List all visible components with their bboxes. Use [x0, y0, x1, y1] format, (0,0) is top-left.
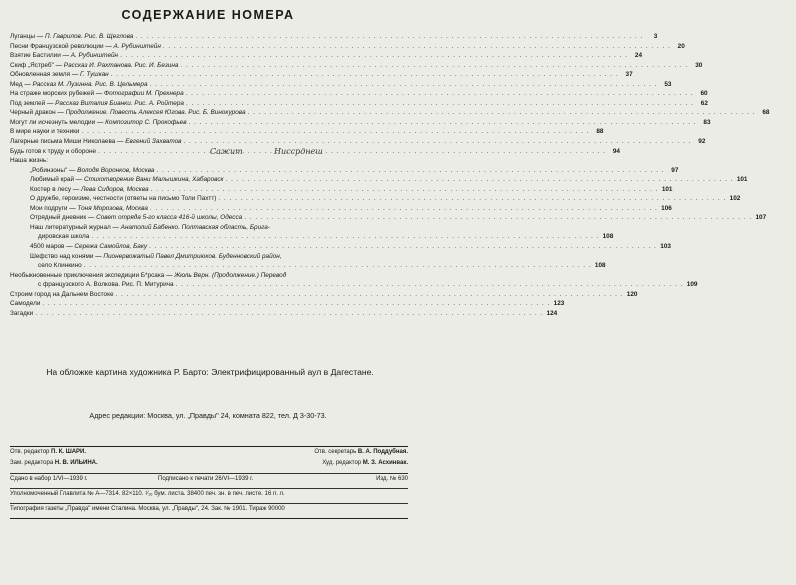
toc-entry	[10, 223, 410, 233]
toc-entry	[10, 89, 708, 99]
toc-page-number: 107	[755, 214, 767, 222]
toc-entry-text: Наша жизнь:	[10, 157, 49, 165]
credit-label: Зам. редактора	[10, 460, 54, 466]
credit-label: Отв. редактор	[10, 449, 50, 455]
toc-page-number: 68	[762, 109, 770, 117]
toc-entry	[10, 271, 410, 281]
dot-leader	[150, 204, 658, 214]
divider	[10, 518, 408, 519]
dot-leader	[150, 80, 658, 90]
toc-entry-text: Необыкновенные приключения экспедиции Б*рсака	[10, 271, 165, 279]
dot-leader	[248, 108, 756, 118]
toc-entry-title	[10, 147, 96, 157]
toc-entry-title	[10, 299, 40, 309]
toc-entry-text: О дружбе, героизме, честности (ответы на письмо Толи Пахтт)	[30, 195, 217, 203]
toc-entry-title	[30, 223, 270, 233]
toc-entry-author: — Рассказ М. Лузинна. Рис. В. Цельмера	[22, 80, 148, 88]
toc-entry	[10, 156, 410, 166]
toc-page-number: 120	[626, 290, 638, 298]
toc-page-number: 62	[700, 99, 708, 107]
toc-entry-text: Мои подруги	[30, 204, 68, 212]
credits-row-1	[10, 449, 408, 459]
toc-entry-title	[10, 99, 184, 109]
toc-entry-text: Обновленная земля	[10, 71, 71, 79]
toc-entry	[10, 80, 672, 90]
imprint-submitted: Сдано в набор 1/VI—1939 г.	[10, 476, 88, 482]
toc-entry	[10, 299, 565, 309]
credit-name: М. З. Асхинвак.	[362, 460, 408, 466]
toc-page-number: 97	[671, 166, 679, 174]
toc-entry-author: — Стихотворение Вани Малышкина, Хабаровск	[74, 176, 224, 184]
toc-entry-title	[30, 194, 216, 204]
toc-entry-title	[10, 61, 178, 71]
toc-entry-author: — Пионервожатый Павел Дмитриюков. Буденновский район,	[93, 252, 282, 260]
toc-page-number: 124	[546, 309, 558, 317]
toc-entry	[10, 232, 614, 242]
toc-entry-title	[30, 242, 147, 252]
dot-leader	[189, 118, 697, 128]
toc-entry-title	[10, 89, 184, 99]
imprint-order: Изд. № 630	[376, 476, 408, 482]
toc-entry	[10, 32, 658, 42]
toc-page-number: 60	[700, 90, 708, 98]
toc-entry-title	[10, 309, 33, 319]
toc-page-number: 83	[703, 118, 711, 126]
toc-entry	[10, 204, 672, 214]
toc-entry-text: На страже морских рубежей	[10, 90, 95, 98]
credit-label: Отв. секретарь	[314, 449, 357, 455]
toc-entry	[10, 280, 698, 290]
toc-entry-title	[30, 252, 282, 262]
toc-entry-text: Лагерные письма Миши Николаева	[10, 138, 116, 146]
toc-entry	[10, 175, 748, 185]
credit-name: П. К. ШАРИ.	[51, 449, 87, 455]
toc-entry-text: Взятие Бастилии	[10, 52, 61, 60]
toc-entry-text: В мире науки и техники	[10, 128, 80, 136]
toc-entry-text: Наш литературный журнал	[30, 223, 111, 231]
toc-entry-text: 4500 маров	[30, 243, 65, 251]
dot-leader	[244, 213, 752, 223]
dot-leader	[116, 290, 624, 300]
toc-entry-title	[10, 127, 80, 137]
toc-entry-text: Песни Французской революции	[10, 42, 104, 50]
toc-entry-title	[30, 166, 154, 176]
toc-entry-text: Любимый край	[30, 176, 75, 184]
toc-entry	[10, 242, 671, 252]
toc-page-number: 92	[698, 138, 706, 146]
toc-entry	[10, 118, 711, 128]
toc-page-number: 109	[686, 281, 698, 289]
dot-leader	[84, 261, 592, 271]
dot-leader	[91, 232, 599, 242]
toc-entry-author: — Г. Тушкан	[70, 71, 109, 79]
toc-entry-title	[30, 185, 149, 195]
toc-entry-text: Луганцы	[10, 33, 35, 40]
toc-entry-text: село Клинкино	[38, 262, 82, 270]
toc-page-number: 123	[553, 300, 565, 308]
divider	[10, 473, 408, 474]
toc-entry-author: — Лева Сидоров, Москва	[71, 185, 149, 193]
handwritten-note: Ниссрднеш	[274, 147, 323, 156]
divider	[10, 488, 408, 489]
toc-entry-title	[10, 156, 48, 166]
toc-page-number: 106	[661, 204, 672, 212]
toc-entry	[10, 194, 741, 204]
divider	[10, 503, 408, 504]
toc-entry-title	[10, 80, 148, 90]
dot-leader	[226, 175, 734, 185]
toc-entry-title	[30, 175, 224, 185]
dot-leader	[111, 70, 619, 80]
toc-entry-title	[10, 118, 187, 128]
toc-entry	[10, 185, 673, 195]
toc-page-number: 108	[602, 233, 614, 241]
toc-page-number: 103	[660, 243, 671, 251]
dot-leader	[82, 127, 590, 137]
dot-leader	[186, 99, 694, 109]
toc-page-number: 101	[736, 176, 748, 184]
imprint-row-3: Типография газеты „Правда" имени Сталина. Москва, ул. „Правды", 24. Зак. № 1901. Тираж 90000	[10, 506, 285, 512]
dot-leader	[180, 61, 688, 71]
toc-entry-text: „Робинзоны"	[30, 166, 68, 174]
toc-entry-author: — Анатолий Бабенко. Полтавская область, Брига-	[110, 223, 270, 231]
toc-entry-title	[10, 42, 161, 52]
toc-entry	[10, 166, 679, 176]
toc-page-number: 101	[661, 185, 673, 193]
imprint-signed: Подписано к печати 26/VI—1939 г.	[158, 476, 254, 482]
toc-page-number: 108	[594, 262, 606, 270]
dot-leader	[42, 299, 550, 309]
handwritten-note-2: Сажит	[210, 147, 243, 156]
toc-entry-author: — Сережа Самойлов, Баку	[64, 243, 148, 251]
toc-entry	[10, 213, 767, 223]
divider	[10, 446, 408, 447]
toc-entry-title	[10, 108, 246, 118]
toc-entry-author: — Евгений Захватов	[115, 138, 182, 146]
credit-label: Худ. редактор	[322, 460, 362, 466]
toc-page-number: 24	[634, 52, 642, 60]
credit-name: Н. В. ИЛЬИНА.	[54, 460, 98, 466]
dot-leader	[98, 147, 606, 157]
toc-entry-text: Загадки	[10, 309, 34, 317]
dot-leader	[149, 242, 657, 252]
toc-page-number: 30	[695, 61, 703, 69]
toc-entry-text: Самодели	[10, 300, 41, 308]
dot-leader	[156, 166, 664, 176]
toc-entry-title	[10, 51, 118, 61]
toc-entry-title	[10, 290, 114, 300]
toc-entry-text: Мед	[10, 80, 23, 88]
toc-entry	[10, 261, 606, 271]
toc-entry-author: — П. Гаврилов. Рис. В. Щеглова	[35, 33, 134, 40]
credit-name: В. А. Поддубная.	[357, 449, 408, 455]
toc-entry	[10, 137, 706, 147]
toc-page-number: 3	[653, 33, 658, 40]
toc-entry-title	[10, 137, 181, 147]
toc-page-number: 20	[677, 42, 685, 50]
toc-entry-text: Могут ли исчезнуть мелодии	[10, 118, 96, 126]
toc-entry-author: — Продолжение. Повесть Алексея Югова. Рис. Б. Винокурова	[55, 109, 246, 117]
toc-entry	[10, 61, 703, 71]
toc-entry-text: Строим город на Дальнем Востоке	[10, 290, 114, 298]
dot-leader	[218, 194, 726, 204]
toc-page-number: 37	[625, 71, 633, 79]
toc-entry-author: — Композитор С. Прокофьев	[95, 118, 187, 126]
toc-entry	[10, 290, 638, 300]
toc-entry-title	[38, 232, 89, 242]
toc-entry	[10, 309, 558, 319]
toc-entry-title	[10, 271, 286, 281]
table-of-contents	[10, 32, 770, 318]
dot-leader	[176, 280, 684, 290]
toc-entry-title	[38, 280, 174, 290]
editorial-address: Адрес редакции: Москва, ул. „Правды" 24, комната 822, тел. Д 3-30-73.	[89, 411, 327, 420]
toc-entry-title	[30, 204, 148, 214]
dot-leader	[135, 32, 643, 42]
toc-entry	[10, 252, 410, 262]
dot-leader	[120, 51, 628, 61]
toc-entry	[10, 70, 633, 80]
cover-note: На обложке картина художника Р. Барто: Электрифицированный аул в Дагестане.	[46, 367, 374, 377]
toc-entry-text: Шефство над конями	[30, 252, 94, 260]
dot-leader	[183, 137, 691, 147]
toc-entry-text: Костер в лесу	[30, 185, 72, 193]
toc-page-number: 53	[664, 80, 672, 88]
toc-page-number: 88	[596, 128, 604, 136]
toc-entry-title	[38, 261, 82, 271]
toc-entry-text: Будь готов к труду и обороне	[10, 147, 97, 155]
dot-leader	[186, 89, 694, 99]
toc-entry	[10, 127, 604, 137]
toc-entry-author: — Фотографии М. Прехнера	[94, 90, 184, 98]
credits-row-2	[10, 460, 408, 470]
toc-page-number: 94	[612, 147, 620, 155]
toc-entry-text: дировская школа	[38, 233, 90, 241]
toc-entry	[10, 42, 685, 52]
toc-entry-text: Отрядный дневник	[30, 214, 87, 222]
dot-leader	[151, 185, 659, 195]
imprint-row-2: Уполномоченный Главлита № А—7314. 82×110. ¹⁄₁₆ бум. листа. 38400 печ. зн. в печ. листе. 16 п. л.	[10, 491, 285, 497]
toc-entry	[10, 99, 708, 109]
toc-entry-author: — Совет отряда 5-го класса 416-й школы, Одесса	[86, 214, 243, 222]
toc-entry-author: — А. Рубинштейн	[103, 42, 161, 50]
toc-entry-title	[10, 70, 109, 80]
toc-page-number: 102	[729, 195, 741, 203]
toc-entry	[10, 108, 770, 118]
toc-entry-author: — Тоня Морозова, Москва	[67, 204, 148, 212]
toc-entry-text: Скиф „Ястреб"	[10, 61, 54, 69]
toc-entry-author: — Володя Воронков, Москва	[67, 166, 155, 174]
toc-entry	[10, 51, 642, 61]
toc-entry-title	[30, 213, 242, 223]
imprint-row-1	[10, 476, 408, 486]
toc-entry-author: — Рассказ Виталия Бианки. Рис. А. Ройтера	[45, 99, 184, 107]
toc-entry-author: — Рассказ И. Рахтанова. Рис. И. Безина	[53, 61, 179, 69]
dot-leader	[35, 309, 543, 319]
toc-entry-title	[10, 32, 133, 42]
toc-entry-text: с французского А. Волкова. Рис. П. Митурича	[38, 281, 174, 289]
toc-entry-author: — А. Рубинштейн	[60, 52, 119, 60]
toc-entry-author: — Жюль Верн. (Продолжение.) Перевод	[164, 271, 287, 279]
toc-entry-text: Под землей	[10, 99, 46, 107]
dot-leader	[163, 42, 671, 52]
toc-entry-text: Черный дракон	[10, 109, 56, 117]
contents-title: СОДЕРЖАНИЕ НОМЕРА	[121, 8, 295, 22]
